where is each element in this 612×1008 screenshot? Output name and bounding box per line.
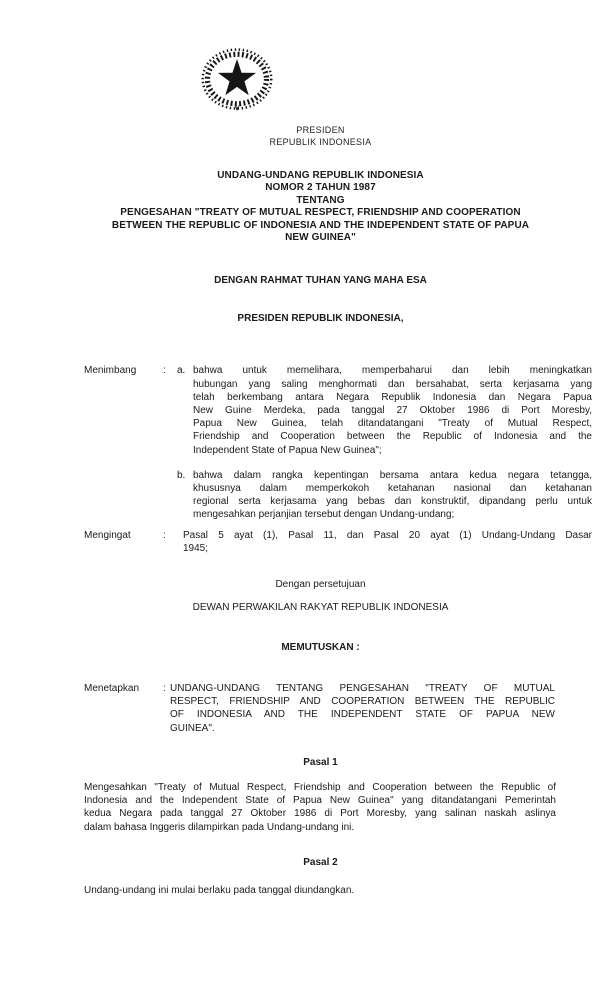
invocation-heading: DENGAN RAHMAT TUHAN YANG MAHA ESA — [214, 275, 427, 287]
agency-line-presiden: PRESIDEN — [296, 125, 345, 135]
consideration-item-b — [177, 469, 592, 522]
enactment-separator: : — [163, 683, 166, 695]
considerations-label: Menimbang — [84, 365, 137, 377]
considerations-body — [177, 364, 592, 521]
agency-name — [84, 125, 557, 148]
consideration-text-b: bahwa dalam rangka kepentingan bersama antara kedua negara tetangga, khususnya dalam memperkokoh ketahanan nasional dan ketahanan regional serta kerjasama yang bebas dan konstruktif, dipandang perlu untuk mengesahkan perjanjian tersebut dengan Undang-undang; — [193, 469, 592, 521]
article-1-body: Mengesahkan "Treaty of Mutual Respect, Friendship and Cooperation between the Republic of Indonesia and the Independent State of Papua New Guinea" yang ditandatangani Pemerintah kedua Negara pada tanggal 27 Oktober 1986 di Port Moresby, yang salinan naskah aslinya dalam bahasa Inggeris dilampirkan pada Undang-undang ini. — [84, 781, 556, 833]
article-2-body: Undang-undang ini mulai berlaku pada tanggal diundangkan. — [84, 884, 355, 896]
parliament-name: DEWAN PERWAKILAN RAKYAT REPUBLIK INDONESIA — [192, 602, 449, 614]
enactment-label: Menetapkan — [84, 683, 140, 695]
consideration-marker-a: a. — [177, 365, 186, 377]
presidential-seal-icon — [197, 46, 277, 114]
considerations-separator: : — [163, 365, 166, 377]
agency-line-republik: REPUBLIK INDONESIA — [269, 136, 372, 147]
consideration-text-a: bahwa untuk memelihara, memperbaharui dan lebih meningkatkan hubungan yang saling menghormati dan bersahabat, serta kerjasama yang telah berkembang antara Negara Republik Indonesia dan Negara Papua New Guine Merdeka, pada tanggal 27 Oktober 1986 di Port Moresby, Papua New Guinea, telah ditandatangani "Treaty of Mutual Respect, Friendship and Cooperation between the Republic of Indonesia and the Independent State of Papua New Guinea"; — [193, 365, 592, 456]
consideration-marker-b: b. — [177, 469, 186, 481]
article-1-heading: Pasal 1 — [303, 756, 338, 768]
legal-basis-section — [84, 529, 612, 555]
enactment-section — [84, 682, 612, 735]
decision-heading: MEMUTUSKAN : — [281, 642, 360, 654]
document-header — [0, 0, 473, 114]
approval-line: Dengan persetujuan — [275, 579, 366, 591]
document-title: UNDANG-UNDANG REPUBLIK INDONESIA NOMOR 2 TAHUN 1987 TENTANG PENGESAHAN "TREATY OF MUTUAL RESPECT, FRIENDSHIP AND COOPERATION BETWEEN THE REPUBLIC OF INDONESIA AND THE INDEPENDENT STATE OF PAPUA NEW GUINEA" — [111, 170, 530, 244]
enactment-text: UNDANG-UNDANG TENTANG PENGESAHAN "TREATY OF MUTUAL RESPECT, FRIENDSHIP AND COOPERATION BETWEEN THE REPUBLIC OF INDONESIA AND THE INDEPENDENT STATE OF PAPUA NEW GUINEA". — [170, 683, 555, 734]
considerations-section — [84, 364, 612, 521]
legal-basis-separator: : — [163, 529, 166, 541]
legal-basis-label: Mengingat — [84, 529, 131, 541]
issuer-heading: PRESIDEN REPUBLIK INDONESIA, — [237, 313, 404, 325]
legal-basis-text: Pasal 5 ayat (1), Pasal 11, dan Pasal 20 ayat (1) Undang-Undang Dasar 1945; — [183, 529, 592, 554]
article-2-heading: Pasal 2 — [303, 856, 338, 868]
consideration-item-a — [177, 364, 592, 456]
